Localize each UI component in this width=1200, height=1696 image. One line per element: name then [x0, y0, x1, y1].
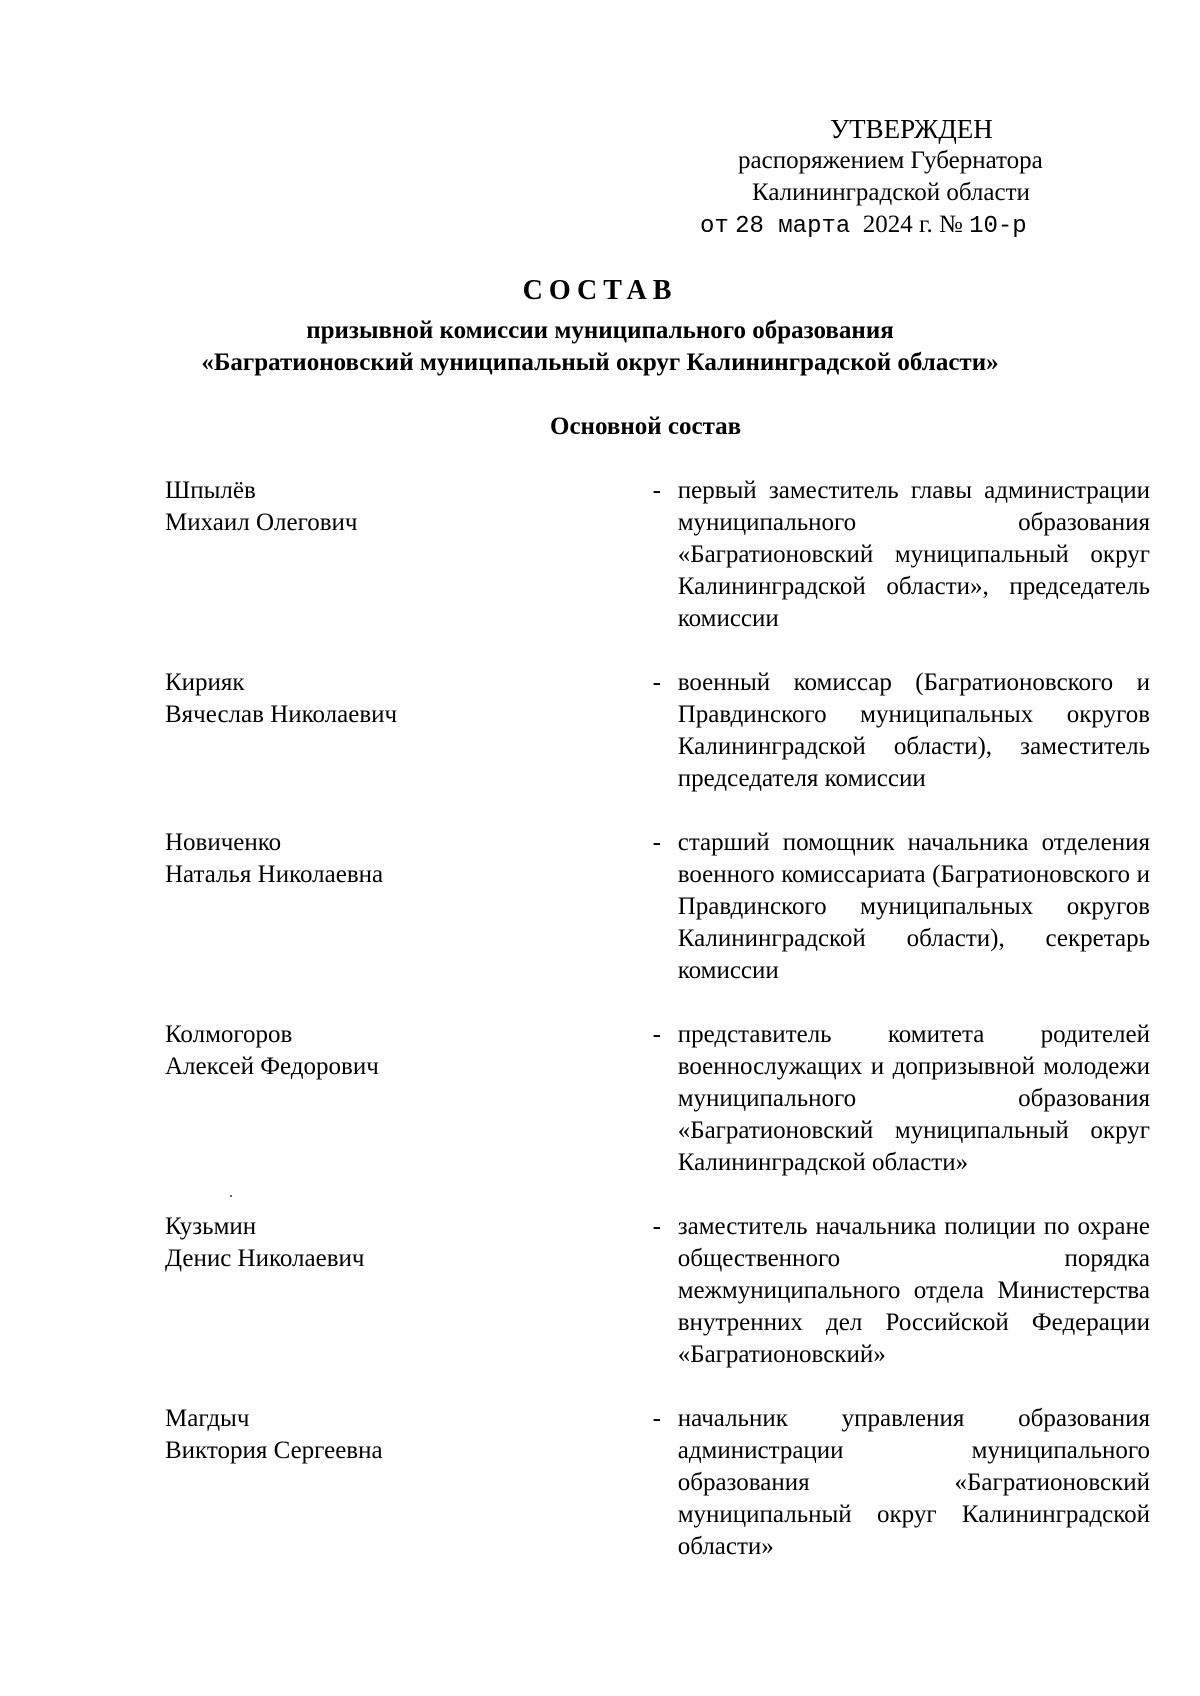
member-surname: Кузьмин [165, 1213, 257, 1240]
member-entry [165, 1403, 1150, 1563]
member-name [165, 827, 483, 987]
member-given-name: Наталья Николаевна [165, 861, 384, 888]
order-number: 10-р [969, 213, 1027, 240]
member-given-name: Виктория Сергеевна [165, 1437, 383, 1464]
approval-heading: УТВЕРЖДЕН [830, 114, 993, 144]
member-entry [165, 827, 1150, 987]
year-value: 2024 г. [862, 211, 933, 238]
subtitle-line: призывной комиссии муниципального образования [306, 317, 894, 344]
member-entry [165, 475, 1150, 635]
dash: - [652, 829, 661, 856]
member-entry [165, 1211, 1150, 1371]
approval-line: Калининградской области [752, 179, 1030, 206]
member-surname: Кирияк [165, 669, 245, 696]
member-role: начальник управления образования администрации муниципального образования «Багратионовский муниципальный округ Калининградской области» [677, 1405, 1150, 1560]
section-title: Основной состав [550, 413, 742, 440]
member-name [165, 1211, 483, 1371]
member-name [165, 1403, 483, 1563]
member-given-name: Вячеслав Николаевич [165, 701, 398, 728]
member-given-name: Алексей Федорович [165, 1053, 379, 1080]
dash: - [652, 1213, 661, 1240]
approval-line: распоряжением Губернатора [738, 147, 1043, 174]
dash: - [652, 477, 661, 504]
member-given-name: Денис Николаевич [165, 1245, 365, 1272]
dash: - [652, 669, 661, 696]
member-name [165, 1019, 483, 1179]
approval-stamp [700, 113, 1160, 243]
member-role: представитель комитета родителей военнослужащих и допризывной молодежи муниципального образования «Багратионовский муниципальный округ Калининградской области» [677, 1021, 1150, 1176]
document-subtitle [0, 315, 1200, 379]
member-entry [165, 1019, 1150, 1179]
dash: - [652, 1021, 661, 1048]
member-role: военный комиссар (Багратионовского и Правдинского муниципальных округов Калининградской области), заместитель председателя комиссии [677, 669, 1150, 792]
member-entry [165, 667, 1150, 795]
member-role: первый заместитель главы администрации муниципального образования «Багратионовский муниципальный округ Калининградской области», председатель комиссии [677, 477, 1150, 632]
member-surname: Колмогоров [165, 1021, 293, 1048]
document-title: СОСТАВ [522, 275, 678, 306]
member-role: заместитель начальника полиции по охране общественного порядка межмуниципального отдела Министерства внутренних дел Российской Федерации «Багратионовский» [677, 1213, 1150, 1368]
member-role: старший помощник начальника отделения военного комиссариата (Багратионовского и Правдинского муниципальных округов Калининградской области), секретарь комиссии [677, 829, 1150, 984]
members-list [165, 475, 1150, 1595]
member-surname: Магдыч [165, 1405, 250, 1432]
number-sign: № [938, 211, 963, 238]
member-given-name: Михаил Олегович [165, 509, 358, 536]
member-name [165, 475, 483, 635]
member-name [165, 667, 483, 795]
subtitle-line: «Багратионовский муниципальный округ Калининградской области» [201, 349, 999, 376]
dash: - [652, 1405, 661, 1432]
member-surname: Шпылёв [165, 477, 256, 504]
date-prefix: от [700, 213, 729, 240]
member-surname: Новиченко [165, 829, 282, 856]
approval-date-line [700, 209, 1160, 243]
date-value: 28 марта [735, 213, 851, 240]
scan-speck [230, 1195, 232, 1197]
